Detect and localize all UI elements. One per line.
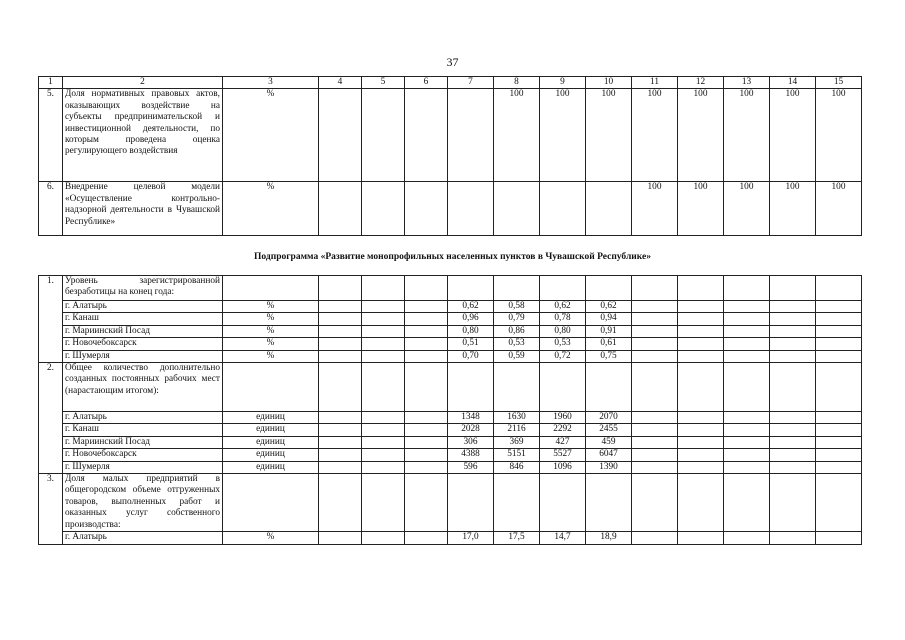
empty-cell xyxy=(632,325,678,337)
empty-cell xyxy=(632,424,678,436)
empty-cell xyxy=(632,532,678,544)
empty-cell xyxy=(678,449,724,461)
city-label: г. Алатырь xyxy=(63,412,223,424)
empty-cell xyxy=(678,276,724,301)
unit-cell: % xyxy=(223,313,319,325)
empty-cell xyxy=(319,276,362,301)
value-cell xyxy=(586,182,632,236)
empty-cell xyxy=(632,338,678,350)
empty-cell xyxy=(816,325,862,337)
indicator-header-row xyxy=(39,276,862,301)
empty-cell xyxy=(770,461,816,473)
empty-cell xyxy=(816,461,862,473)
empty-cell xyxy=(816,474,862,532)
value-cell xyxy=(448,89,494,182)
empty-cell xyxy=(678,350,724,362)
empty-cell xyxy=(405,350,448,362)
empty-cell xyxy=(724,276,770,301)
value-cell: 1960 xyxy=(540,412,586,424)
empty-cell xyxy=(632,350,678,362)
empty-cell xyxy=(405,338,448,350)
value-cell: 0,80 xyxy=(540,325,586,337)
value-cell: 5527 xyxy=(540,449,586,461)
empty-cell xyxy=(362,424,405,436)
empty-cell xyxy=(724,325,770,337)
empty-cell xyxy=(448,474,494,532)
column-number: 15 xyxy=(816,77,862,89)
empty-cell xyxy=(816,532,862,544)
empty-cell xyxy=(319,338,362,350)
value-cell xyxy=(448,182,494,236)
value-cell: 0,79 xyxy=(494,313,540,325)
empty-cell xyxy=(770,276,816,301)
value-cell: 0,78 xyxy=(540,313,586,325)
empty-cell xyxy=(540,474,586,532)
city-label: г. Шумерля xyxy=(63,350,223,362)
unit-cell: % xyxy=(223,325,319,337)
value-cell: 2070 xyxy=(586,412,632,424)
empty-cell xyxy=(724,532,770,544)
unit-cell: единиц xyxy=(223,412,319,424)
value-cell: 0,72 xyxy=(540,350,586,362)
empty-cell xyxy=(678,363,724,412)
empty-cell xyxy=(319,424,362,436)
empty-cell xyxy=(632,461,678,473)
empty-cell xyxy=(770,338,816,350)
value-cell: 100 xyxy=(816,182,862,236)
empty-cell xyxy=(724,338,770,350)
empty-cell xyxy=(405,412,448,424)
value-cell: 1348 xyxy=(448,412,494,424)
value-cell: 100 xyxy=(540,89,586,182)
value-cell: 18,9 xyxy=(586,532,632,544)
value-cell: 17,5 xyxy=(494,532,540,544)
indicator-label: Уровень зарегистрированной безработицы на конец года: xyxy=(63,276,223,301)
value-cell: 100 xyxy=(632,182,678,236)
empty-cell xyxy=(362,436,405,448)
empty-cell xyxy=(770,313,816,325)
unit-cell: единиц xyxy=(223,449,319,461)
empty-cell xyxy=(632,412,678,424)
value-cell: 6047 xyxy=(586,449,632,461)
value-cell: 0,86 xyxy=(494,325,540,337)
empty-cell xyxy=(362,325,405,337)
empty-cell xyxy=(816,301,862,313)
city-label: г. Новочебоксарск xyxy=(63,449,223,461)
city-row xyxy=(39,436,862,448)
empty-cell xyxy=(678,461,724,473)
empty-cell xyxy=(362,474,405,532)
empty-cell xyxy=(319,412,362,424)
unit-cell: единиц xyxy=(223,436,319,448)
indicator-label: Доля малых предприятий в общегородском объеме отгруженных товаров, выполненных работ и оказанных услуг собственного производства: xyxy=(63,474,223,532)
empty-cell xyxy=(632,436,678,448)
unit-cell: % xyxy=(223,89,319,182)
value-cell: 0,61 xyxy=(586,338,632,350)
empty-cell xyxy=(494,276,540,301)
column-number: 10 xyxy=(586,77,632,89)
city-label: г. Шумерля xyxy=(63,461,223,473)
empty-cell xyxy=(362,412,405,424)
empty-cell xyxy=(319,301,362,313)
empty-cell xyxy=(816,449,862,461)
value-cell: 0,59 xyxy=(494,350,540,362)
empty-cell xyxy=(405,424,448,436)
unit-cell: % xyxy=(223,182,319,236)
empty-cell xyxy=(678,313,724,325)
empty-cell xyxy=(678,412,724,424)
empty-cell xyxy=(362,461,405,473)
city-row xyxy=(39,350,862,362)
empty-cell xyxy=(448,363,494,412)
indicators-table-top xyxy=(38,76,862,236)
value-cell: 0,96 xyxy=(448,313,494,325)
column-number: 12 xyxy=(678,77,724,89)
empty-cell xyxy=(494,474,540,532)
empty-cell xyxy=(816,276,862,301)
value-cell: 846 xyxy=(494,461,540,473)
table-row xyxy=(39,182,862,236)
empty-cell xyxy=(678,532,724,544)
empty-cell xyxy=(319,532,362,544)
value-cell: 369 xyxy=(494,436,540,448)
indicators-table-bottom xyxy=(38,275,862,545)
empty-cell xyxy=(319,449,362,461)
empty-cell xyxy=(632,474,678,532)
row-number: 1. xyxy=(39,276,63,363)
empty-cell xyxy=(678,301,724,313)
city-row xyxy=(39,424,862,436)
empty-cell xyxy=(770,449,816,461)
empty-cell xyxy=(770,363,816,412)
value-cell: 459 xyxy=(586,436,632,448)
city-label: г. Мариинский Посад xyxy=(63,325,223,337)
empty-cell xyxy=(362,313,405,325)
empty-cell xyxy=(632,276,678,301)
value-cell: 0,75 xyxy=(586,350,632,362)
city-label: г. Алатырь xyxy=(63,532,223,544)
value-cell: 100 xyxy=(632,89,678,182)
row-number: 3. xyxy=(39,474,63,544)
unit-cell: % xyxy=(223,532,319,544)
value-cell: 0,53 xyxy=(540,338,586,350)
column-number: 11 xyxy=(632,77,678,89)
table-row xyxy=(39,89,862,182)
empty-cell xyxy=(405,313,448,325)
city-label: г. Новочебоксарск xyxy=(63,338,223,350)
empty-cell xyxy=(540,363,586,412)
value-cell: 596 xyxy=(448,461,494,473)
indicator-label: Общее количество дополнительно созданных постоянных рабочих мест (нарастающим итогом): xyxy=(63,363,223,412)
empty-cell xyxy=(632,313,678,325)
empty-cell xyxy=(724,449,770,461)
value-cell: 0,70 xyxy=(448,350,494,362)
column-number: 2 xyxy=(63,77,223,89)
city-label: г. Мариинский Посад xyxy=(63,436,223,448)
city-row xyxy=(39,313,862,325)
empty-cell xyxy=(724,412,770,424)
empty-cell xyxy=(586,474,632,532)
value-cell xyxy=(405,89,448,182)
empty-cell xyxy=(770,325,816,337)
empty-cell xyxy=(770,424,816,436)
empty-cell xyxy=(724,313,770,325)
city-row xyxy=(39,449,862,461)
value-cell: 100 xyxy=(494,89,540,182)
empty-cell xyxy=(678,436,724,448)
column-number-row xyxy=(39,77,862,89)
empty-cell xyxy=(724,350,770,362)
indicator-header-row xyxy=(39,363,862,412)
value-cell: 2116 xyxy=(494,424,540,436)
column-number: 9 xyxy=(540,77,586,89)
value-cell: 100 xyxy=(770,182,816,236)
value-cell: 0,58 xyxy=(494,301,540,313)
unit-cell: единиц xyxy=(223,461,319,473)
empty-cell xyxy=(770,301,816,313)
value-cell: 0,62 xyxy=(540,301,586,313)
empty-cell xyxy=(770,436,816,448)
value-cell: 100 xyxy=(678,89,724,182)
empty-cell xyxy=(448,276,494,301)
value-cell: 1390 xyxy=(586,461,632,473)
column-number: 3 xyxy=(223,77,319,89)
value-cell xyxy=(540,182,586,236)
value-cell: 100 xyxy=(724,89,770,182)
value-cell: 306 xyxy=(448,436,494,448)
city-row xyxy=(39,301,862,313)
empty-cell xyxy=(724,474,770,532)
empty-cell xyxy=(362,276,405,301)
value-cell: 5151 xyxy=(494,449,540,461)
empty-cell xyxy=(319,325,362,337)
value-cell: 4388 xyxy=(448,449,494,461)
empty-cell xyxy=(678,424,724,436)
empty-cell xyxy=(405,461,448,473)
empty-cell xyxy=(724,301,770,313)
empty-cell xyxy=(678,325,724,337)
city-label: г. Канаш xyxy=(63,424,223,436)
empty-cell xyxy=(319,350,362,362)
empty-cell xyxy=(405,325,448,337)
value-cell: 100 xyxy=(678,182,724,236)
city-row xyxy=(39,412,862,424)
value-cell xyxy=(405,182,448,236)
column-number: 14 xyxy=(770,77,816,89)
unit-cell: % xyxy=(223,338,319,350)
indicator-header-row xyxy=(39,474,862,532)
empty-cell xyxy=(223,276,319,301)
empty-cell xyxy=(724,363,770,412)
subprogram-title: Подпрограмма «Развитие монопрофильных населенных пунктов в Чувашской Республике» xyxy=(254,252,651,262)
empty-cell xyxy=(770,532,816,544)
value-cell: 100 xyxy=(586,89,632,182)
row-number: 5. xyxy=(39,89,63,182)
value-cell: 2028 xyxy=(448,424,494,436)
value-cell: 1630 xyxy=(494,412,540,424)
empty-cell xyxy=(319,363,362,412)
value-cell: 0,53 xyxy=(494,338,540,350)
value-cell: 14,7 xyxy=(540,532,586,544)
value-cell: 2292 xyxy=(540,424,586,436)
empty-cell xyxy=(586,363,632,412)
value-cell: 0,51 xyxy=(448,338,494,350)
value-cell: 0,91 xyxy=(586,325,632,337)
empty-cell xyxy=(405,436,448,448)
empty-cell xyxy=(362,363,405,412)
value-cell: 0,80 xyxy=(448,325,494,337)
value-cell xyxy=(319,182,362,236)
empty-cell xyxy=(405,363,448,412)
empty-cell xyxy=(362,338,405,350)
value-cell: 1096 xyxy=(540,461,586,473)
value-cell: 0,62 xyxy=(448,301,494,313)
page-number: 37 xyxy=(446,55,459,69)
empty-cell xyxy=(362,449,405,461)
value-cell xyxy=(362,89,405,182)
empty-cell xyxy=(678,474,724,532)
empty-cell xyxy=(724,424,770,436)
empty-cell xyxy=(405,532,448,544)
value-cell: 17,0 xyxy=(448,532,494,544)
empty-cell xyxy=(770,474,816,532)
empty-cell xyxy=(223,474,319,532)
value-cell: 427 xyxy=(540,436,586,448)
empty-cell xyxy=(319,461,362,473)
empty-cell xyxy=(816,363,862,412)
empty-cell xyxy=(362,350,405,362)
empty-cell xyxy=(816,412,862,424)
column-number: 7 xyxy=(448,77,494,89)
empty-cell xyxy=(223,363,319,412)
unit-cell: % xyxy=(223,301,319,313)
empty-cell xyxy=(724,461,770,473)
city-row xyxy=(39,338,862,350)
column-number: 6 xyxy=(405,77,448,89)
unit-cell: % xyxy=(223,350,319,362)
city-label: г. Алатырь xyxy=(63,301,223,313)
empty-cell xyxy=(319,474,362,532)
empty-cell xyxy=(770,350,816,362)
empty-cell xyxy=(632,449,678,461)
column-number: 5 xyxy=(362,77,405,89)
value-cell: 2455 xyxy=(586,424,632,436)
column-number: 8 xyxy=(494,77,540,89)
empty-cell xyxy=(405,301,448,313)
empty-cell xyxy=(816,313,862,325)
empty-cell xyxy=(319,313,362,325)
empty-cell xyxy=(816,436,862,448)
row-number: 2. xyxy=(39,363,63,474)
city-row xyxy=(39,325,862,337)
empty-cell xyxy=(494,363,540,412)
empty-cell xyxy=(405,474,448,532)
value-cell: 100 xyxy=(816,89,862,182)
value-cell: 0,62 xyxy=(586,301,632,313)
value-cell xyxy=(319,89,362,182)
indicator-label: Внедрение целевой модели «Осуществление контрольно-надзорной деятельности в Чувашской Республике» xyxy=(63,182,223,236)
value-cell: 100 xyxy=(770,89,816,182)
empty-cell xyxy=(319,436,362,448)
empty-cell xyxy=(632,363,678,412)
column-number: 13 xyxy=(724,77,770,89)
empty-cell xyxy=(770,412,816,424)
unit-cell: единиц xyxy=(223,424,319,436)
value-cell xyxy=(362,182,405,236)
row-number: 6. xyxy=(39,182,63,236)
empty-cell xyxy=(540,276,586,301)
indicator-label: Доля нормативных правовых актов, оказывающих воздействие на субъекты предпринимательской и инвестиционной деятельности, по которым проведена оценка регулирующего воздействия xyxy=(63,89,223,182)
empty-cell xyxy=(678,338,724,350)
empty-cell xyxy=(816,350,862,362)
empty-cell xyxy=(632,301,678,313)
empty-cell xyxy=(816,424,862,436)
empty-cell xyxy=(724,436,770,448)
city-row xyxy=(39,461,862,473)
empty-cell xyxy=(405,276,448,301)
empty-cell xyxy=(362,301,405,313)
empty-cell xyxy=(405,449,448,461)
empty-cell xyxy=(816,338,862,350)
city-label: г. Канаш xyxy=(63,313,223,325)
value-cell: 0,94 xyxy=(586,313,632,325)
column-number: 4 xyxy=(319,77,362,89)
empty-cell xyxy=(362,532,405,544)
value-cell: 100 xyxy=(724,182,770,236)
empty-cell xyxy=(586,276,632,301)
column-number: 1 xyxy=(39,77,63,89)
city-row xyxy=(39,532,862,544)
value-cell xyxy=(494,182,540,236)
